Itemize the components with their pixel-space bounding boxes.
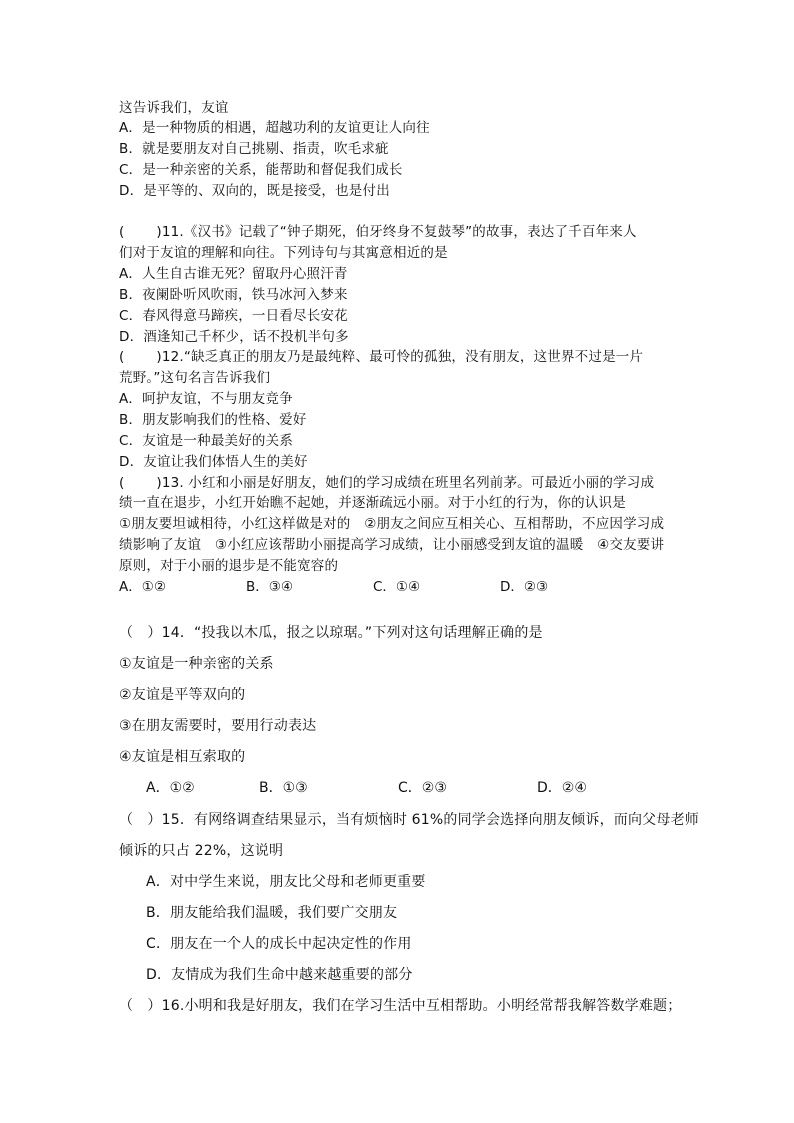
q15-option-c: C．朋友在一个人的成长中起决定性的作用 xyxy=(146,936,412,952)
question-13-line-4: 绩影响了友谊 ③小红应该帮助小丽提高学习成绩，让小丽感受到友谊的温暖 ④交友要讲 xyxy=(119,537,665,553)
q12-option-c: C．友谊是一种最美好的关系 xyxy=(119,433,294,449)
q14-item-1: ①友谊是一种亲密的关系 xyxy=(119,656,274,672)
q13-choice-c: C．①④ xyxy=(373,579,421,595)
q14-choice-c: C．②③ xyxy=(398,780,447,796)
q14-choices xyxy=(146,778,587,798)
q12-option-d: D．友谊让我们体悟人生的美好 xyxy=(119,454,308,470)
option-d: D．是平等的、双向的，既是接受，也是付出 xyxy=(119,183,390,199)
question-13-line-2: 绩一直在退步，小红开始瞧不起她，并逐渐疏远小丽。对于小红的行为，你的认识是 xyxy=(119,495,626,511)
q11-option-c: C．春风得意马蹄疾，一日看尽长安花 xyxy=(119,308,348,324)
question-14-line-1: （ ）14．“投我以木瓜，报之以琼琚。”下列对这句话理解正确的是 xyxy=(119,625,543,641)
question-15-line-2: 倾诉的只占 22%，这说明 xyxy=(119,843,284,859)
q14-choice-a: A．①② xyxy=(146,780,195,796)
q12-option-b: B．朋友影响我们的性格、爱好 xyxy=(119,412,307,428)
question-11-line-1: ( )11.《汉书》记载了“钟子期死，伯牙终身不复鼓琴”的故事，表达了千百年来人 xyxy=(119,224,637,240)
question-16-line-1: （ ）16.小明和我是好朋友，我们在学习生活中互相帮助。小明经常帮我解答数学难题； xyxy=(119,998,682,1014)
option-b: B．就是要朋友对自己挑剔、指责，吹毛求疵 xyxy=(119,141,389,157)
q11-option-d: D．酒逢知己千杯少，话不投机半句多 xyxy=(119,329,349,345)
q14-choice-b: B．①③ xyxy=(259,780,308,796)
question-stem: 这告诉我们，友谊 xyxy=(119,100,229,116)
q14-item-2: ②友谊是平等双向的 xyxy=(119,687,246,703)
q13-choice-a: A．①② xyxy=(119,579,166,595)
q15-option-b: B．朋友能给我们温暖，我们要广交朋友 xyxy=(146,905,398,921)
q13-choice-d: D．②③ xyxy=(500,579,549,595)
q12-option-a: A．呵护友谊，不与朋友竞争 xyxy=(119,391,293,407)
question-13-line-3: ①朋友要坦诚相待，小红这样做是对的 ②朋友之间应互相关心、互相帮助，不应因学习成 xyxy=(119,516,665,532)
q15-option-a: A．对中学生来说，朋友比父母和老师更重要 xyxy=(146,874,426,890)
q14-item-3: ③在朋友需要时，要用行动表达 xyxy=(119,718,317,734)
question-12-line-2: 荒野。”这句名言告诉我们 xyxy=(119,370,271,386)
question-11-line-2: 们对于友谊的理解和向往。下列诗句与其寓意相近的是 xyxy=(119,245,448,261)
q13-choice-b: B．③④ xyxy=(246,579,293,595)
q11-option-b: B．夜阑卧听风吹雨，铁马冰河入梦来 xyxy=(119,287,348,303)
q15-option-d: D．友情成为我们生命中越来越重要的部分 xyxy=(146,967,413,983)
q13-choices xyxy=(119,577,548,597)
q14-item-4: ④友谊是相互索取的 xyxy=(119,749,246,765)
question-15-line-1: （ ）15．有网络调查结果显示，当有烦恼时 61%的同学会选择向朋友倾诉，而向父母老师 xyxy=(119,812,699,828)
question-12-line-1: ( )12.“缺乏真正的朋友乃是最纯粹、最可怜的孤独，没有朋友，这世界不过是一片 xyxy=(119,349,644,365)
option-c: C．是一种亲密的关系，能帮助和督促我们成长 xyxy=(119,162,403,178)
question-13-line-5: 原则，对于小丽的退步是不能宽容的 xyxy=(119,558,339,574)
q14-choice-d: D．②④ xyxy=(537,780,587,796)
q11-option-a: A．人生自古谁无死？留取丹心照汗青 xyxy=(119,266,348,282)
option-a: A．是一种物质的相遇，超越功利的友谊更让人向往 xyxy=(119,120,430,136)
question-13-line-1: ( )13. 小红和小丽是好朋友，她们的学习成绩在班里名列前茅。可最近小丽的学习成 xyxy=(119,475,655,491)
